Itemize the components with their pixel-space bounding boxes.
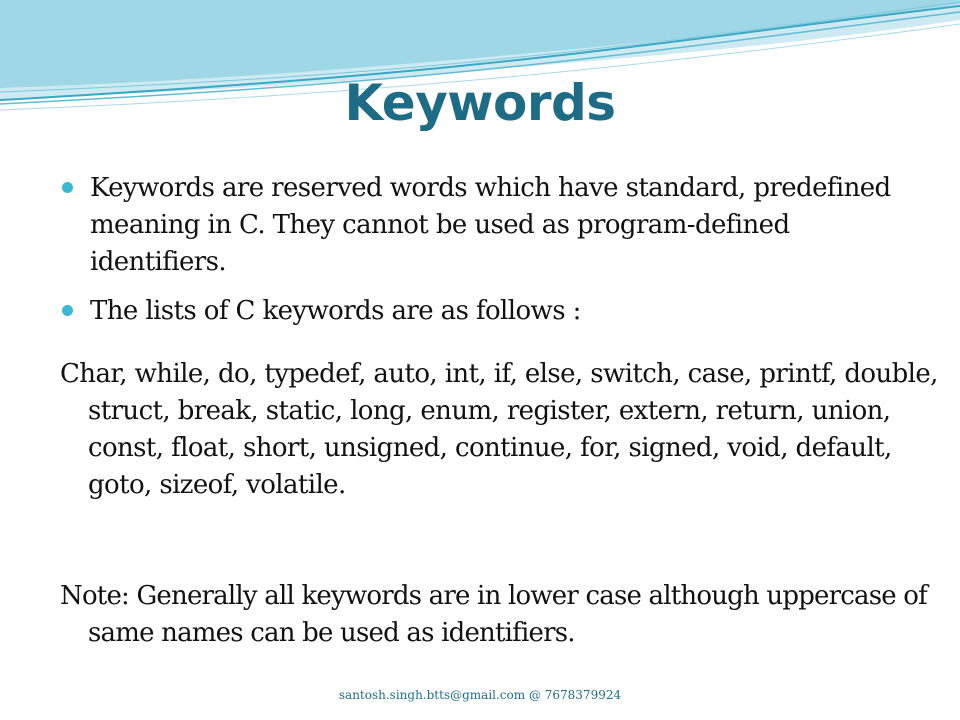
keywords-list-paragraph: Char, while, do, typedef, auto, int, if, else, switch, case, printf, double, struct, break, static, long, enum, register, extern, return, union, const, float, short, unsigned, continue, for, signed, void, default, goto, sizeof, volatile. [60,359,938,500]
bullet-dot-icon [62,182,73,193]
bullet-item-list-intro [62,293,922,330]
footer-contact: santosh.singh.btts@gmail.com @ 7678379924 [338,688,622,702]
bullet-list [62,170,922,342]
note-paragraph: Note: Generally all keywords are in lower case although uppercase of same names can be used as identifiers. [60,581,927,648]
slide-title: Keywords [344,74,616,132]
bullet-dot-icon [62,305,73,316]
bullet-text: Keywords are reserved words which have standard, predefined meaning in C. They cannot be used as program-defined identifiers. [90,173,891,277]
bullet-text: The lists of C keywords are as follows : [90,296,581,326]
bullet-item-definition [62,170,922,281]
